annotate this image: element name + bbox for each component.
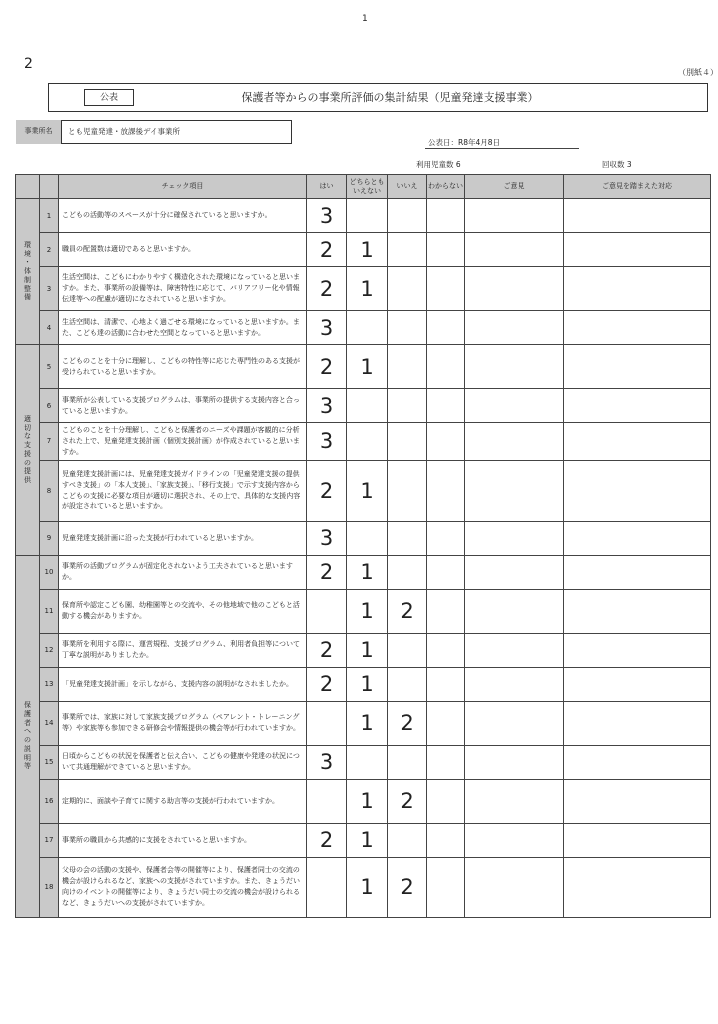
response-cell — [564, 633, 711, 667]
item-number: 13 — [40, 667, 59, 701]
header-response: ご意見を踏まえた対応 — [564, 175, 711, 199]
opinion-cell — [465, 423, 564, 461]
yes-count: 2 — [307, 823, 347, 857]
opinion-cell — [465, 345, 564, 389]
table-row — [16, 267, 711, 311]
check-item-text: 保育所や認定こども園、幼稚園等との交流や、その他地域で他のこどもと活動する機会がありますか。 — [59, 589, 307, 633]
response-cell — [564, 460, 711, 521]
item-number: 5 — [40, 345, 59, 389]
opinion-cell — [465, 779, 564, 823]
category-label: 保 護 者 へ の 説 明 等 — [16, 555, 40, 917]
no-count: 2 — [388, 779, 427, 823]
neutral-count: 1 — [347, 460, 388, 521]
neutral-count — [347, 389, 388, 423]
unknown-count — [427, 857, 465, 917]
item-number: 17 — [40, 823, 59, 857]
evaluation-table — [15, 174, 711, 918]
table-row — [16, 555, 711, 589]
response-cell — [564, 701, 711, 745]
neutral-count — [347, 199, 388, 233]
response-cell — [564, 345, 711, 389]
header-category — [16, 175, 40, 199]
neutral-count: 1 — [347, 589, 388, 633]
table-row — [16, 460, 711, 521]
item-number: 8 — [40, 460, 59, 521]
table-row — [16, 389, 711, 423]
item-number: 2 — [40, 233, 59, 267]
header-no: いいえ — [388, 175, 427, 199]
neutral-count: 1 — [347, 345, 388, 389]
unknown-count — [427, 701, 465, 745]
table-row — [16, 857, 711, 917]
unknown-count — [427, 389, 465, 423]
item-number: 10 — [40, 555, 59, 589]
check-item-text: 生活空間は、こどもにわかりやすく構造化された環境になっていると思いますか。また、事業所の設備等は、障害特性に応じて、バリアフリー化や情報伝達等への配慮が適切になされていると思いますか。 — [59, 267, 307, 311]
check-item-text: 児童発達支援計画には、児童発達支援ガイドラインの「児童発達支援の提供すべき支援」の「本人支援」、「家族支援」、「移行支援」で示す支援内容からこどもの支援に必要な項目が適切に選択され、その上で、具体的な支援内容が設定されていると思いますか。 — [59, 460, 307, 521]
header-opinion: ご意見 — [465, 175, 564, 199]
no-count — [388, 423, 427, 461]
yes-count: 2 — [307, 460, 347, 521]
response-count: 回収数 3 — [602, 160, 632, 169]
yes-count: 2 — [307, 233, 347, 267]
unknown-count — [427, 779, 465, 823]
response-cell — [564, 555, 711, 589]
response-cell — [564, 745, 711, 779]
opinion-cell — [465, 460, 564, 521]
check-item-text: 生活空間は、清潔で、心地よく過ごせる環境になっていると思いますか。また、こども達の活動に合わせた空間となっていると思いますか。 — [59, 311, 307, 345]
unknown-count — [427, 633, 465, 667]
neutral-count — [347, 745, 388, 779]
opinion-cell — [465, 555, 564, 589]
neutral-count — [347, 423, 388, 461]
yes-count: 3 — [307, 389, 347, 423]
response-cell — [564, 823, 711, 857]
neutral-count: 1 — [347, 701, 388, 745]
table-row — [16, 521, 711, 555]
opinion-cell — [465, 233, 564, 267]
no-count — [388, 233, 427, 267]
unknown-count — [427, 589, 465, 633]
user-count: 利用児童数 6 — [416, 160, 461, 169]
no-count — [388, 667, 427, 701]
unknown-count — [427, 233, 465, 267]
yes-count — [307, 589, 347, 633]
no-count — [388, 311, 427, 345]
table-row — [16, 589, 711, 633]
item-number: 16 — [40, 779, 59, 823]
item-number: 12 — [40, 633, 59, 667]
opinion-cell — [465, 857, 564, 917]
header-unknown: わからない — [427, 175, 465, 199]
item-number: 15 — [40, 745, 59, 779]
check-item-text: 日頃からこどもの状況を保護者と伝え合い、こどもの健康や発達の状況について共通理解ができていると思いますか。 — [59, 745, 307, 779]
header-check-item: チェック項目 — [59, 175, 307, 199]
check-item-text: 職員の配置数は適切であると思いますか。 — [59, 233, 307, 267]
opinion-cell — [465, 589, 564, 633]
table-row — [16, 345, 711, 389]
facility-label: 事業所名 — [16, 120, 62, 144]
table-row — [16, 779, 711, 823]
section-number: 2 — [24, 56, 33, 72]
page-title: 保護者等からの事業所評価の集計結果（児童発達支援事業） — [241, 91, 539, 104]
category-label: 適 切 な 支 援 の 提 供 — [16, 345, 40, 556]
table-row — [16, 311, 711, 345]
no-count: 2 — [388, 857, 427, 917]
check-item-text: 事業所を利用する際に、運営規程、支援プログラム、利用者負担等について丁寧な説明がありましたか。 — [59, 633, 307, 667]
unknown-count — [427, 345, 465, 389]
opinion-cell — [465, 745, 564, 779]
response-cell — [564, 779, 711, 823]
yes-count: 3 — [307, 521, 347, 555]
opinion-cell — [465, 267, 564, 311]
header-number — [40, 175, 59, 199]
neutral-count: 1 — [347, 267, 388, 311]
no-count — [388, 823, 427, 857]
neutral-count: 1 — [347, 233, 388, 267]
no-count — [388, 199, 427, 233]
facility-name: とも児童発達・放課後デイ事業所 — [68, 127, 180, 136]
yes-count: 2 — [307, 667, 347, 701]
opinion-cell — [465, 389, 564, 423]
yes-count: 3 — [307, 745, 347, 779]
no-count — [388, 460, 427, 521]
item-number: 18 — [40, 857, 59, 917]
unknown-count — [427, 667, 465, 701]
yes-count: 3 — [307, 199, 347, 233]
table-row — [16, 233, 711, 267]
response-cell — [564, 589, 711, 633]
no-count — [388, 345, 427, 389]
page-number: 1 — [362, 14, 368, 24]
check-item-text: こどものことを十分に理解し、こどもの特性等に応じた専門性のある支援が受けられていると思いますか。 — [59, 345, 307, 389]
unknown-count — [427, 267, 465, 311]
opinion-cell — [465, 521, 564, 555]
no-count — [388, 389, 427, 423]
yes-count: 3 — [307, 311, 347, 345]
header-row — [16, 175, 711, 199]
no-count — [388, 633, 427, 667]
neutral-count: 1 — [347, 857, 388, 917]
table-row — [16, 667, 711, 701]
attachment-label: （別紙４） — [678, 68, 718, 77]
check-item-text: こどものことを十分理解し、こどもと保護者のニーズや課題が客観的に分析された上で、児童発達支援計画（個別支援計画）が作成されていると思いますか。 — [59, 423, 307, 461]
publish-date: 公表日：R8年4月8日 — [428, 138, 501, 147]
opinion-cell — [465, 633, 564, 667]
yes-count: 2 — [307, 267, 347, 311]
item-number: 9 — [40, 521, 59, 555]
no-count — [388, 267, 427, 311]
date-underline — [425, 148, 579, 149]
opinion-cell — [465, 823, 564, 857]
item-number: 3 — [40, 267, 59, 311]
check-item-text: 事業所の活動プログラムが固定化されないよう工夫されていると思いますか。 — [59, 555, 307, 589]
check-item-text: 事業所の職員から共感的に支援をされていると思いますか。 — [59, 823, 307, 857]
unknown-count — [427, 823, 465, 857]
unknown-count — [427, 521, 465, 555]
response-cell — [564, 667, 711, 701]
no-count — [388, 521, 427, 555]
check-item-text: 「児童発達支援計画」を示しながら、支援内容の説明がなされましたか。 — [59, 667, 307, 701]
yes-count: 2 — [307, 555, 347, 589]
response-cell — [564, 389, 711, 423]
yes-count: 2 — [307, 345, 347, 389]
response-cell — [564, 199, 711, 233]
item-number: 6 — [40, 389, 59, 423]
response-cell — [564, 521, 711, 555]
table-row — [16, 423, 711, 461]
no-count — [388, 555, 427, 589]
unknown-count — [427, 745, 465, 779]
check-item-text: 定期的に、面談や子育てに関する助言等の支援が行われていますか。 — [59, 779, 307, 823]
neutral-count: 1 — [347, 667, 388, 701]
item-number: 14 — [40, 701, 59, 745]
item-number: 4 — [40, 311, 59, 345]
neutral-count: 1 — [347, 555, 388, 589]
opinion-cell — [465, 667, 564, 701]
unknown-count — [427, 460, 465, 521]
neutral-count: 1 — [347, 633, 388, 667]
no-count: 2 — [388, 589, 427, 633]
header-neutral: どちらとも いえない — [347, 175, 388, 199]
yes-count — [307, 779, 347, 823]
public-label: 公表 — [84, 89, 134, 106]
check-item-text: 事業所が公表している支援プログラムは、事業所の提供する支援内容と合っていると思いますか。 — [59, 389, 307, 423]
table-row — [16, 633, 711, 667]
yes-count: 2 — [307, 633, 347, 667]
response-cell — [564, 857, 711, 917]
unknown-count — [427, 199, 465, 233]
item-number: 11 — [40, 589, 59, 633]
no-count: 2 — [388, 701, 427, 745]
check-item-text: 事業所では、家族に対して家族支援プログラム（ペアレント・トレーニング等）や家族等も参加できる研修会や情報提供の機会等が行われていますか。 — [59, 701, 307, 745]
yes-count — [307, 857, 347, 917]
response-cell — [564, 423, 711, 461]
response-cell — [564, 267, 711, 311]
category-label: 環 境 ・ 体 制 整 備 — [16, 199, 40, 345]
neutral-count: 1 — [347, 779, 388, 823]
yes-count: 3 — [307, 423, 347, 461]
opinion-cell — [465, 311, 564, 345]
neutral-count — [347, 311, 388, 345]
header-yes: はい — [307, 175, 347, 199]
neutral-count — [347, 521, 388, 555]
table-row — [16, 823, 711, 857]
response-cell — [564, 311, 711, 345]
opinion-cell — [465, 701, 564, 745]
unknown-count — [427, 555, 465, 589]
table-row — [16, 745, 711, 779]
check-item-text: 父母の会の活動の支援や、保護者会等の開催等により、保護者同士の交流の機会が設けられるなど、家族への支援がされていますか。また、きょうだい向けのイベントの開催等により、きょうだい同士の交流の機会が設けられるなど、きょうだいへの支援がされていますか。 — [59, 857, 307, 917]
neutral-count: 1 — [347, 823, 388, 857]
opinion-cell — [465, 199, 564, 233]
table-row — [16, 199, 711, 233]
unknown-count — [427, 423, 465, 461]
response-cell — [564, 233, 711, 267]
item-number: 1 — [40, 199, 59, 233]
unknown-count — [427, 311, 465, 345]
check-item-text: こどもの活動等のスペースが十分に確保されていると思いますか。 — [59, 199, 307, 233]
table-row — [16, 701, 711, 745]
no-count — [388, 745, 427, 779]
check-item-text: 児童発達支援計画に沿った支援が行われていると思いますか。 — [59, 521, 307, 555]
yes-count — [307, 701, 347, 745]
item-number: 7 — [40, 423, 59, 461]
